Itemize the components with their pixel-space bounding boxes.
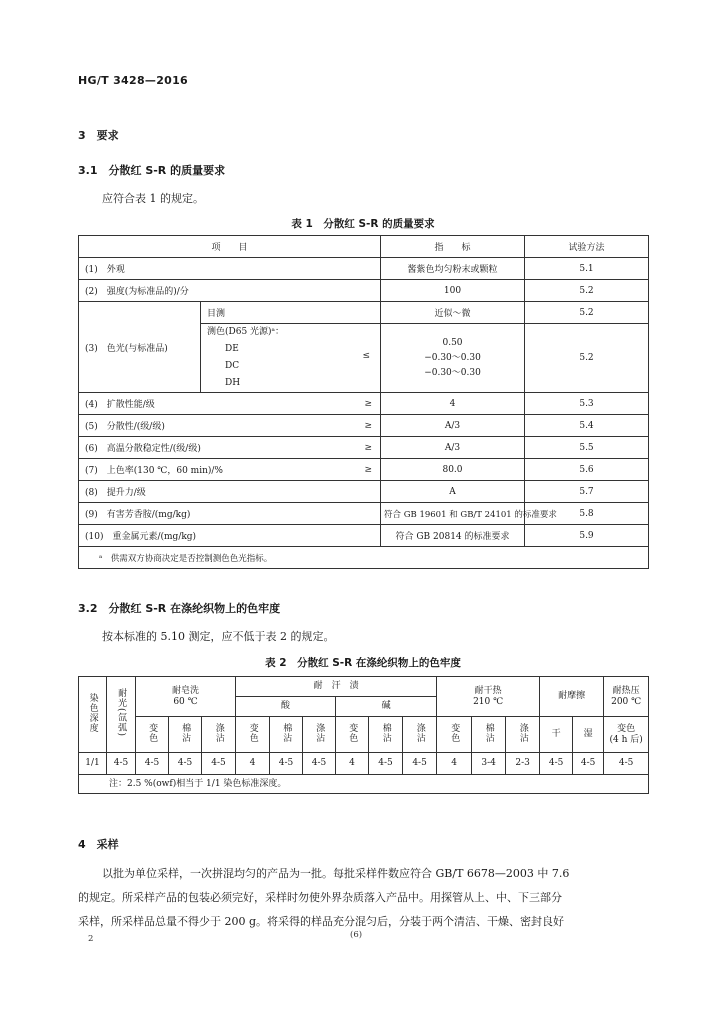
wash-poly: 涤沾 — [202, 717, 236, 753]
color-visual-method: 5.2 — [525, 302, 649, 324]
alkali-poly: 涤沾 — [403, 717, 437, 753]
de-label: DE — [225, 344, 239, 354]
dryheat-header — [437, 677, 540, 717]
item-cell: (7) 上色率(130 ℃，60 min)/% — [79, 459, 201, 481]
light-header-label: 耐光(氙弧) — [116, 688, 127, 738]
item-cell-color: (3) 色光(与标准品) — [79, 302, 201, 393]
dh-label: DH — [225, 378, 241, 388]
method-cell: 5.4 — [525, 415, 649, 437]
table-row — [79, 459, 649, 481]
table-row — [79, 503, 649, 525]
acid-change: 变色 — [236, 717, 270, 753]
value-cell: 1/1 — [79, 753, 107, 775]
section-4-line-3: 采样，所采样品总量不得少于 200 g。将采得的样品充分混匀后，分装于两个清洁、干燥、密封良好 — [78, 915, 565, 928]
value-cell: 4-5 — [303, 753, 336, 775]
table-row — [79, 437, 649, 459]
method-cell: 5.9 — [525, 525, 649, 547]
dh-value: −0.30～0.30 — [424, 367, 481, 378]
section-3-1-text: 应符合表 1 的规定。 — [102, 192, 204, 205]
table-2-header-row-3 — [79, 717, 649, 753]
wash-cotton: 棉沾 — [169, 717, 202, 753]
dryheat-change: 变色 — [437, 717, 472, 753]
index-cell: 100 — [381, 280, 525, 302]
document-code: HG/T 3428—2016 — [78, 74, 189, 87]
item-cell: (1) 外观 — [79, 258, 381, 280]
table-2-values-row — [79, 753, 649, 775]
color-visual-index: 近似～微 — [381, 302, 525, 324]
color-instrument-values — [381, 324, 525, 393]
index-cell: A/3 — [381, 437, 525, 459]
table-row — [79, 280, 649, 302]
table-2-note: 注：2.5 %(owf)相当于 1/1 染色标准深度。 — [79, 775, 649, 794]
press-label: 耐热压 — [612, 686, 640, 697]
value-cell: 4 — [437, 753, 472, 775]
rub-header: 耐摩擦 — [540, 677, 604, 717]
index-cell: 符合 GB 19601 和 GB/T 24101 的标准要求 — [381, 503, 525, 525]
table-2-note-row — [79, 775, 649, 794]
value-cell: 4-5 — [270, 753, 303, 775]
acid-cotton: 棉沾 — [270, 717, 303, 753]
value-cell: 4-5 — [604, 753, 649, 775]
wash-header — [136, 677, 236, 717]
press-change: 变色 (4 h 后) — [604, 717, 649, 753]
index-cell: 酱紫色均匀粉末或颗粒 — [381, 258, 525, 280]
press-temp: 200 ℃ — [611, 696, 642, 707]
method-cell: 5.3 — [525, 393, 649, 415]
value-cell: 4 — [236, 753, 270, 775]
press-header — [604, 677, 649, 717]
alkali-cotton: 棉沾 — [369, 717, 403, 753]
value-cell: 4-5 — [369, 753, 403, 775]
rel-cell: ≥ — [201, 415, 381, 437]
depth-header — [79, 677, 107, 753]
item-cell: (10) 重金属元素/(mg/kg) — [79, 525, 381, 547]
method-cell: 5.8 — [525, 503, 649, 525]
section-3-1-title: 3.1 分散红 S-R 的质量要求 — [78, 164, 226, 177]
de-value: 0.50 — [442, 337, 463, 348]
le-symbol: ≤ — [362, 351, 371, 361]
rel-cell: ≥ — [201, 459, 381, 481]
section-3-title: 3 要求 — [78, 129, 119, 142]
dryheat-cotton: 棉沾 — [472, 717, 506, 753]
method-cell: 5.1 — [525, 258, 649, 280]
table-1-caption: 表 1 分散红 S-R 的质量要求 — [291, 218, 435, 230]
section-4-title: 4 采样 — [78, 838, 119, 851]
dryheat-temp: 210 ℃ — [473, 696, 504, 707]
value-cell: 4-5 — [403, 753, 437, 775]
rub-dry: 干 — [540, 717, 573, 753]
item-cell: (8) 提升力/级 — [79, 481, 381, 503]
value-cell: 2-3 — [506, 753, 540, 775]
method-cell: 5.5 — [525, 437, 649, 459]
acid-poly: 涤沾 — [303, 717, 336, 753]
table-row — [79, 415, 649, 437]
section-4-line-2: 的规定。所采样产品的包装必须完好，采样时勿使外界杂质落入产品中。用探管从上、中、下三部分 — [78, 891, 562, 904]
section-3-2-title: 3.2 分散红 S-R 在涤纶织物上的色牢度 — [78, 602, 281, 615]
rub-wet: 湿 — [573, 717, 604, 753]
light-header — [107, 677, 136, 753]
item-cell: (2) 强度(为标准品的)/分 — [79, 280, 381, 302]
index-cell: 4 — [381, 393, 525, 415]
index-cell: A/3 — [381, 415, 525, 437]
rel-cell: ≥ — [201, 393, 381, 415]
table-1-footnote: ᵃ 供需双方协商决定是否控制测色色光指标。 — [79, 547, 649, 569]
section-3-2-text: 按本标准的 5.10 测定，应不低于表 2 的规定。 — [102, 630, 335, 643]
alkali-change: 变色 — [336, 717, 369, 753]
alkali-header: 碱 — [336, 697, 437, 717]
dryheat-label: 耐干热 — [474, 686, 502, 697]
table-1 — [78, 235, 649, 569]
table-2-caption: 表 2 分散红 S-R 在涤纶织物上的色牢度 — [265, 657, 461, 669]
method-cell: 5.7 — [525, 481, 649, 503]
value-cell: 4-5 — [202, 753, 236, 775]
table-row — [79, 258, 649, 280]
wash-temp: 60 ℃ — [173, 696, 198, 707]
instrument-label: 测色(D65 光源)ᵃ： — [207, 327, 285, 337]
index-cell: 80.0 — [381, 459, 525, 481]
item-cell: (6) 高温分散稳定性/(级/级) — [79, 437, 201, 459]
dc-value: −0.30～0.30 — [424, 352, 481, 363]
value-cell: 4-5 — [573, 753, 604, 775]
color-instrument-label — [201, 324, 381, 393]
dc-label: DC — [225, 361, 240, 371]
method-cell: 5.6 — [525, 459, 649, 481]
value-cell: 4 — [336, 753, 369, 775]
header-method: 试验方法 — [525, 236, 649, 258]
item-cell: (4) 扩散性能/级 — [79, 393, 201, 415]
acid-header: 酸 — [236, 697, 336, 717]
value-cell: 4-5 — [136, 753, 169, 775]
value-cell: 4-5 — [107, 753, 136, 775]
header-index: 指 标 — [381, 236, 525, 258]
table-row-color-visual — [79, 302, 649, 324]
table-row — [79, 525, 649, 547]
page-number: 2 — [88, 934, 94, 944]
sweat-header: 耐 汗 渍 — [236, 677, 437, 697]
table-1-footnote-row — [79, 547, 649, 569]
method-cell: 5.2 — [525, 280, 649, 302]
value-cell: 4-5 — [540, 753, 573, 775]
value-cell: 3-4 — [472, 753, 506, 775]
index-cell: 符合 GB 20814 的标准要求 — [381, 525, 525, 547]
section-4-line-1: 以批为单位采样，一次拼混均匀的产品为一批。每批采样件数应符合 GB/T 6678—2003 中 7.6 — [102, 867, 570, 880]
table-1-header-row — [79, 236, 649, 258]
table-row — [79, 393, 649, 415]
value-cell: 4-5 — [169, 753, 202, 775]
wash-change: 变色 — [136, 717, 169, 753]
index-cell: A — [381, 481, 525, 503]
item-cell: (9) 有害芳香胺/(mg/kg) — [79, 503, 381, 525]
table-2 — [78, 676, 649, 794]
header-item: 项 目 — [79, 236, 381, 258]
sheet-number: (6) — [350, 930, 363, 940]
table-2-header-row-1 — [79, 677, 649, 697]
depth-header-label: 染色深度 — [87, 692, 98, 733]
rel-cell: ≥ — [201, 437, 381, 459]
table-row — [79, 481, 649, 503]
color-instrument-method: 5.2 — [525, 324, 649, 393]
item-cell: (5) 分散性/(级/级) — [79, 415, 201, 437]
dryheat-poly: 涤沾 — [506, 717, 540, 753]
color-visual-label: 目测 — [201, 302, 381, 324]
wash-label: 耐皂洗 — [172, 686, 200, 697]
